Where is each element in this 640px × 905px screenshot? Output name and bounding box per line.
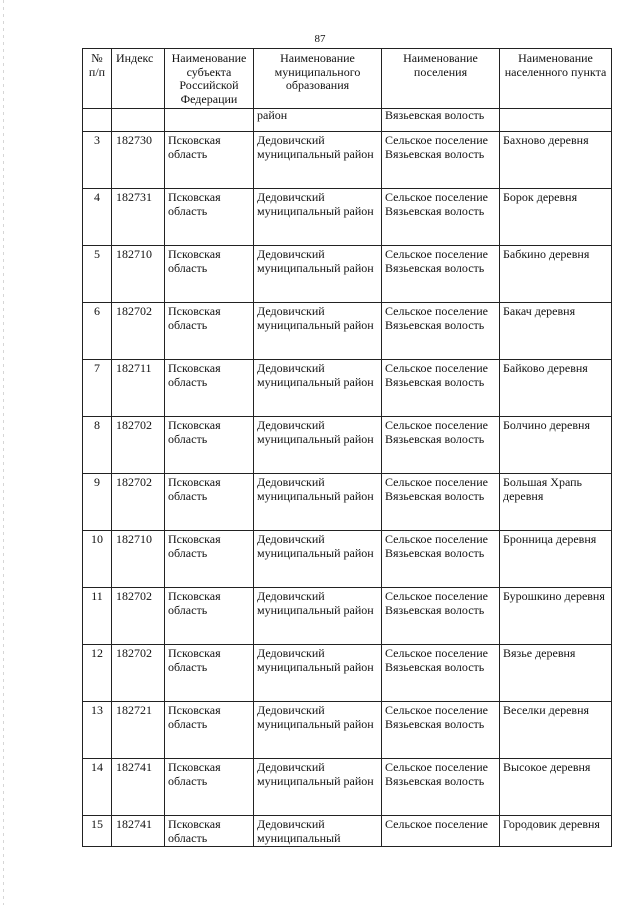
- cell-locality: Веселки деревня: [500, 702, 612, 759]
- cell-locality: Городовик деревня: [500, 816, 612, 847]
- cell-municipality: Дедовичский муниципальный район: [254, 246, 382, 303]
- cell-municipality: Дедовичский муниципальный район: [254, 759, 382, 816]
- cell-locality: Бабкино деревня: [500, 246, 612, 303]
- cell-municipality: район: [254, 109, 382, 132]
- cell-index: 182710: [112, 531, 165, 588]
- cell-municipality: Дедовичский муниципальный район: [254, 645, 382, 702]
- cell-municipality: Дедовичский муниципальный район: [254, 588, 382, 645]
- cell-municipality: Дедовичский муниципальный район: [254, 417, 382, 474]
- cell-locality: Бурошкино деревня: [500, 588, 612, 645]
- cell-locality: Бакач деревня: [500, 303, 612, 360]
- localities-table: [82, 48, 612, 847]
- cell-subject: Псковская область: [165, 816, 254, 847]
- cell-no: 12: [83, 645, 112, 702]
- cell-locality: Байково деревня: [500, 360, 612, 417]
- cell-municipality: Дедовичский муниципальный район: [254, 189, 382, 246]
- cell-subject: Псковская область: [165, 189, 254, 246]
- cell-subject: Псковская область: [165, 474, 254, 531]
- table-row: [83, 303, 612, 360]
- cell-subject: Псковская область: [165, 132, 254, 189]
- cell-locality: Болчино деревня: [500, 417, 612, 474]
- header-subject: Наименование субъекта Российской Федерации: [165, 49, 254, 109]
- cell-subject: Псковская область: [165, 645, 254, 702]
- table-row: [83, 417, 612, 474]
- cell-no: 10: [83, 531, 112, 588]
- cell-subject: [165, 109, 254, 132]
- cell-no: 7: [83, 360, 112, 417]
- cell-settlement: Сельское поселение Вязьевская волость: [382, 759, 500, 816]
- cell-index: 182702: [112, 303, 165, 360]
- table-row: [83, 531, 612, 588]
- cell-settlement: Сельское поселение Вязьевская волость: [382, 132, 500, 189]
- cell-no: 13: [83, 702, 112, 759]
- cell-no: 9: [83, 474, 112, 531]
- cell-no: 4: [83, 189, 112, 246]
- cell-no: 14: [83, 759, 112, 816]
- cell-locality: Борок деревня: [500, 189, 612, 246]
- cell-subject: Псковская область: [165, 417, 254, 474]
- table-header-row: [83, 49, 612, 109]
- scan-edge-artifact: [3, 0, 4, 905]
- cell-subject: Псковская область: [165, 303, 254, 360]
- cell-no: 5: [83, 246, 112, 303]
- cell-locality: Высокое деревня: [500, 759, 612, 816]
- cell-no: 8: [83, 417, 112, 474]
- cell-index: 182741: [112, 816, 165, 847]
- cell-subject: Псковская область: [165, 246, 254, 303]
- cell-municipality: Дедовичский муниципальный район: [254, 360, 382, 417]
- cell-subject: Псковская область: [165, 531, 254, 588]
- cell-no: 11: [83, 588, 112, 645]
- table-row: [83, 132, 612, 189]
- table-row: [83, 645, 612, 702]
- cell-settlement: Сельское поселение Вязьевская волость: [382, 474, 500, 531]
- cell-municipality: Дедовичский муниципальный район: [254, 702, 382, 759]
- cell-locality: Большая Храпь деревня: [500, 474, 612, 531]
- cell-index: 182711: [112, 360, 165, 417]
- cell-no: 3: [83, 132, 112, 189]
- cell-settlement: Сельское поселение: [382, 816, 500, 847]
- cell-settlement: Сельское поселение Вязьевская волость: [382, 531, 500, 588]
- cell-subject: Псковская область: [165, 360, 254, 417]
- cell-locality: [500, 109, 612, 132]
- table-row: [83, 474, 612, 531]
- cell-settlement: Сельское поселение Вязьевская волость: [382, 588, 500, 645]
- page-number: 87: [314, 33, 326, 45]
- cell-locality: Бахново деревня: [500, 132, 612, 189]
- header-index: Индекс: [112, 49, 165, 109]
- cell-settlement: Сельское поселение Вязьевская волость: [382, 360, 500, 417]
- cell-index: 182730: [112, 132, 165, 189]
- cell-index: 182702: [112, 588, 165, 645]
- cell-no: [83, 109, 112, 132]
- cell-municipality: Дедовичский муниципальный район: [254, 474, 382, 531]
- cell-settlement: Вязьевская волость: [382, 109, 500, 132]
- table-row: [83, 702, 612, 759]
- cell-settlement: Сельское поселение Вязьевская волость: [382, 303, 500, 360]
- cell-settlement: Сельское поселение Вязьевская волость: [382, 417, 500, 474]
- cell-subject: Псковская область: [165, 759, 254, 816]
- table-row: [83, 189, 612, 246]
- cell-municipality: Дедовичский муниципальный район: [254, 531, 382, 588]
- cell-index: 182702: [112, 417, 165, 474]
- table-row: [83, 759, 612, 816]
- table-row: [83, 360, 612, 417]
- table-row: [83, 588, 612, 645]
- cell-no: 6: [83, 303, 112, 360]
- table-row: [83, 246, 612, 303]
- cell-index: 182702: [112, 645, 165, 702]
- cell-settlement: Сельское поселение Вязьевская волость: [382, 645, 500, 702]
- cell-subject: Псковская область: [165, 588, 254, 645]
- cell-index: 182721: [112, 702, 165, 759]
- header-locality: Наименование населенного пункта: [500, 49, 612, 109]
- table-row: [83, 816, 612, 847]
- cell-settlement: Сельское поселение Вязьевская волость: [382, 246, 500, 303]
- cell-index: [112, 109, 165, 132]
- cell-index: 182741: [112, 759, 165, 816]
- cell-locality: Бронница деревня: [500, 531, 612, 588]
- cell-municipality: Дедовичский муниципальный район: [254, 303, 382, 360]
- cell-subject: Псковская область: [165, 702, 254, 759]
- cell-index: 182731: [112, 189, 165, 246]
- header-settlement: Наименование поселения: [382, 49, 500, 109]
- header-municipality: Наименование муниципального образования: [254, 49, 382, 109]
- cell-settlement: Сельское поселение Вязьевская волость: [382, 702, 500, 759]
- cell-locality: Вязье деревня: [500, 645, 612, 702]
- continuation-row: [83, 109, 612, 132]
- header-no: № п/п: [83, 49, 112, 109]
- cell-settlement: Сельское поселение Вязьевская волость: [382, 189, 500, 246]
- cell-index: 182710: [112, 246, 165, 303]
- cell-no: 15: [83, 816, 112, 847]
- cell-index: 182702: [112, 474, 165, 531]
- cell-municipality: Дедовичский муниципальный район: [254, 132, 382, 189]
- cell-municipality: Дедовичский муниципальный: [254, 816, 382, 847]
